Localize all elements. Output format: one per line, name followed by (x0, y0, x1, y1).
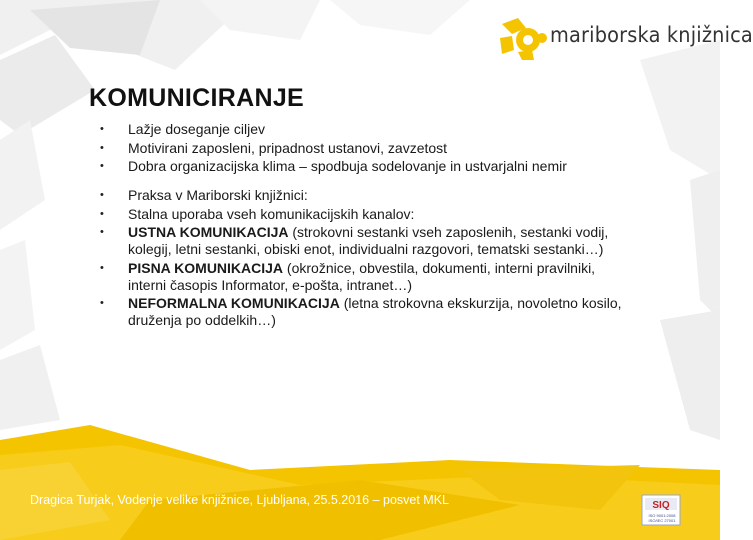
bullet-text: Motivirani zaposleni, pripadnost ustanovi, zavzetost (128, 139, 448, 156)
logo-dot-inner (523, 35, 533, 45)
list-item (96, 140, 636, 157)
bullet-group (96, 121, 636, 175)
bullet-strong-text: NEFORMALNA KOMUNIKACIJA (128, 295, 340, 311)
bullet-icon: • (100, 123, 104, 135)
badge-line: ISO/IEC 27001 (648, 518, 676, 523)
bullet-icon: • (100, 189, 104, 201)
bullet-icon: • (100, 141, 104, 154)
list-item (96, 260, 636, 294)
list-item (96, 295, 636, 329)
bullet-group (96, 187, 636, 329)
bg-shard (0, 120, 45, 230)
bg-shard (660, 310, 720, 440)
badge-label: SIQ (652, 500, 670, 511)
bullet-text: (strokovni sestanki vseh zaposlenih, sestanki vodij, kolegij, letni sestanki, obiski enot, individualni razgovori, tematski sestanki…) (128, 224, 609, 257)
bg-shard (640, 40, 720, 180)
badge-line: ISO 9001:2008 (648, 513, 676, 518)
bullet-list (96, 121, 636, 341)
bullet-text: Lažje doseganje ciljev (128, 121, 265, 137)
bullet-text: (letna strokovna ekskurzija, novoletno kosilo, druženja po oddelkih…) (128, 295, 622, 328)
list-item (96, 158, 636, 175)
bg-shard (0, 345, 60, 430)
bg-shard (330, 0, 470, 35)
bullet-text: Dobra organizacijska klima – spodbuja sodelovanje in ustvarjalni nemir (128, 158, 567, 174)
bullet-text: Praksa v Mariborski knjižnici: (128, 187, 308, 203)
bg-shard (690, 170, 720, 320)
slide-footer: Dragica Turjak, Vodenje velike knjižnice, Ljubljana, 25.5.2016 – posvet MKL (30, 493, 450, 507)
list-item (96, 224, 636, 258)
bullet-strong-text: USTNA KOMUNIKACIJA (128, 224, 289, 240)
library-logo-text: mariborska knjižnica (550, 23, 753, 47)
logo-shape (518, 50, 534, 60)
bullet-text: (okrožnice, obvestila, dokumenti, interni pravilniki, interni časopis Informator, e-pošta, intranet…) (128, 259, 596, 293)
logo-dot (537, 33, 547, 43)
list-item (96, 206, 636, 223)
slide-title: KOMUNICIRANJE (89, 84, 305, 112)
bullet-strong-text: PISNA KOMUNIKACIJA (128, 259, 284, 276)
bullet-icon: • (100, 226, 104, 238)
bullet-icon: • (100, 160, 104, 172)
bg-shard (0, 35, 95, 135)
bg-shard (0, 240, 35, 350)
bullet-icon: • (100, 297, 104, 309)
bullet-icon: • (100, 261, 104, 274)
bullet-text: Stalna uporaba vseh komunikacijskih kanalov: (128, 205, 415, 222)
badge-caption (642, 513, 682, 523)
bullet-icon: • (100, 207, 104, 220)
list-item (96, 187, 636, 204)
list-item (96, 121, 636, 138)
logo-shape (500, 36, 514, 54)
